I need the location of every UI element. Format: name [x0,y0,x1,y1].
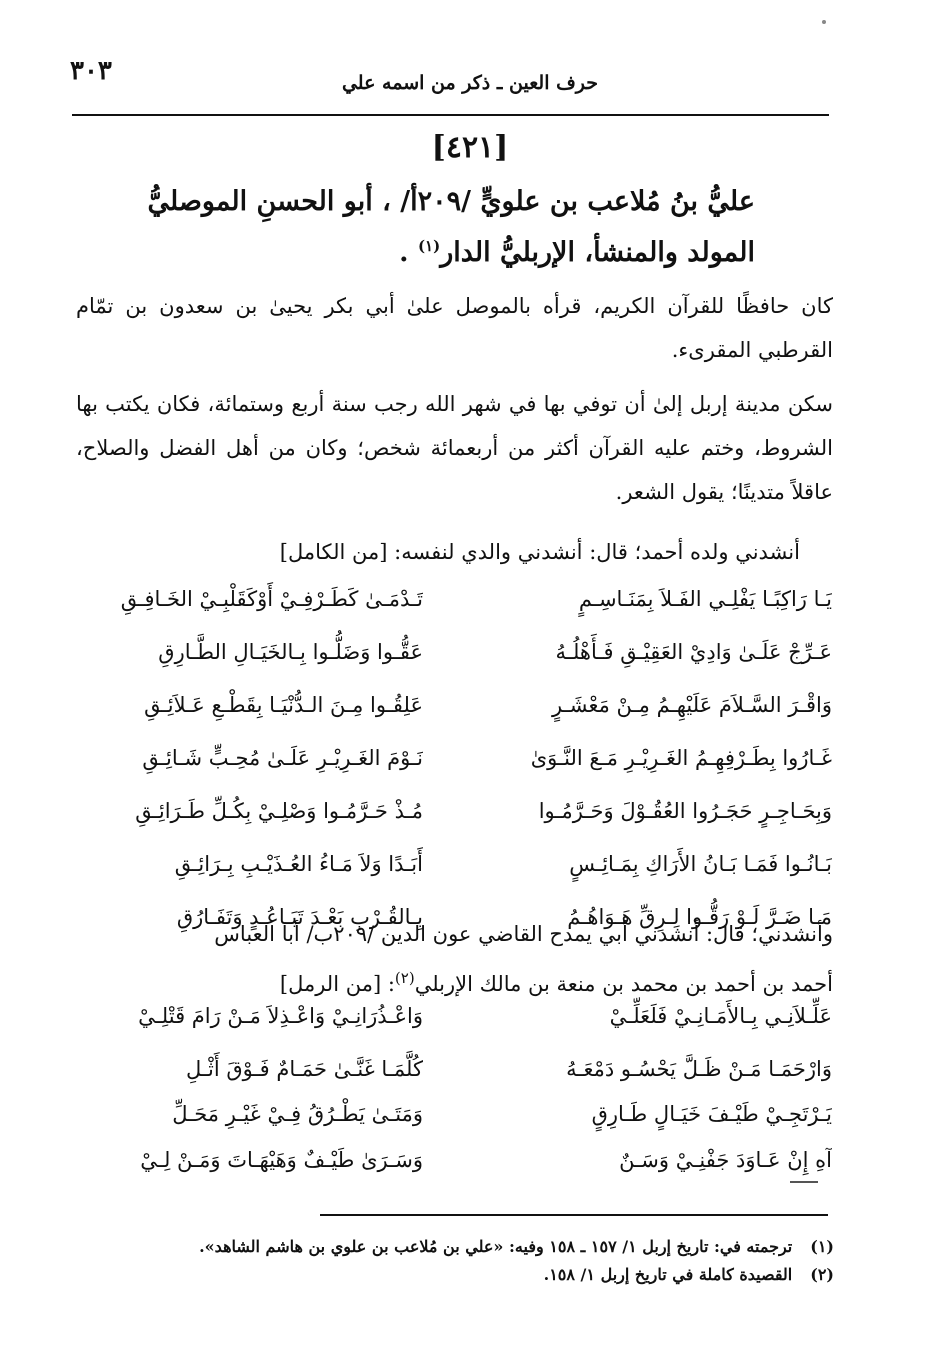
verse-first-hemistich: وَاقْـرَ السَّـلاَمَ عَلَيْهِـمُ مِـنْ مَعْشَـرٍ [552,693,832,717]
verse-second-hemistich: بِـالقُـرْبِ بَعْـدَ تَبَـاعُـدٍ وَتَفَـارُقِ [176,905,423,929]
entry-heading [80,180,755,275]
entry-heading-line-1: عليُّ بنُ مُلاعب بن علويٍّ /٢٠٩أ/ ، أبو الحسنِ الموصليُّ [147,186,755,217]
verse-second-hemistich: تَـدْمَـىٰ كَطَـرْفِـيْ أَوْكَقَلْبِـيْ الخَـافِـقِ [120,587,423,611]
verse-row [78,990,832,1042]
verse-second-hemistich: نَـوْمَ الغَـرِيْـرِ عَلَـىٰ مُحِـبٍّ شَـائِـقِ [142,746,423,770]
verse-row [78,732,832,784]
verse-first-hemistich: مَـا ضَـرَّ لَـوْ رَقُّـوا لِـرِقِّ هَـوَاهُـمُ [567,905,832,929]
paragraph-1 [76,284,833,372]
scan-mark [822,20,826,24]
verse-row [78,838,832,890]
footnote-text: القصيدة كاملة في تاريخ إربل ١/ ١٥٨. [543,1265,793,1284]
footnote-ref-1: (١) [417,237,441,255]
verse-second-hemistich: أَبَـدًا وَلاَ مَـاءُ العُـذَيْـبِ بِـرَائِـقِ [174,852,423,876]
verse-second-hemistich: عَقُّـوا وَضَلُّـوا بِـالخَيَـالِ الطَّـارِقِ [158,640,423,664]
paragraph-text: كان حافظًا للقرآن الكريم، قرأه بالموصل علىٰ أبي بكر يحيىٰ بن سعدون بن تمّام القرطبي المقرىء. [76,294,833,362]
verse-first-hemistich: وَارْحَمَـا مَـنْ ظَـلَّ يَحْسُـو دَمْعَـهُ [566,1057,832,1081]
verse-second-hemistich: كُلَّمَـا غَنَّـىٰ حَمَـامٌ فَـوْقَ أَثْـلِ [185,1057,423,1081]
verse-second-hemistich: وَاعْـذُرَانِـيْ وَاعْـذِلاَ مَـنْ رَامَ قَتْلِـيْ [138,1004,423,1028]
verse-first-hemistich: بَـانُـوا فَمَـا بَـانُ الأَرَاكِ بِمَـائِـسٍ [569,852,832,876]
entry-heading-text: المولد والمنشأ، الإربليُّ الدار [440,237,755,268]
footnote-2 [150,1262,834,1288]
verse-second-hemistich: عَلِقُـوا مِـنَ الـدُّنْيَـا بِقَطْـعِ عَـلاَئِـقِ [144,693,423,717]
verse-first-hemistich: يَـا رَاكِبًـا يَفْلِـي الفَـلاَ بِمَنَـاسِـمٍ [578,587,832,611]
entry-heading-end: . [399,237,409,268]
verse-first-hemistich: عَلِّـلاَنِـي بِـالأَمَـانِـيْ فَلَعَلِّـيْ [609,1004,832,1028]
verse-row [78,679,832,731]
header-rule [72,114,829,116]
poem2-meter: : [من الرمل] [279,972,395,996]
paragraph-2 [76,382,833,514]
footnote-text: ترجمته في: تاريخ إربل ١/ ١٥٧ ـ ١٥٨ وفيه: «علي بن مُلاعب بن علوي بن هاشم الشاهد». [199,1237,793,1256]
paragraph-text: سكن مدينة إربل إلىٰ أن توفي بها في شهر الله رجب سنة أربع وستمائة، فكان يكتب بها الشروط، وختم عليه القرآن أكثر من أربعمائة شخص؛ وكان من أهل الفضل والصلاح، عاقلاً متدينًا؛ يقول الشعر. [76,392,833,504]
footnote-rule [320,1214,828,1216]
verse-first-hemistich: يَـرْتَجِـيْ طَيْـفَ خَيَـالٍ طَـارِقٍ [591,1102,832,1126]
verse-row [78,1134,832,1186]
verse-second-hemistich: مُـذْ حَـرَّمُـوا وَصْلِـيْ بِكُـلِّ طَـرَائِـقِ [135,799,423,823]
verse-first-hemistich: عَـرِّجْ عَلَـىٰ وَادِيْ العَقِيْـقِ فَـأَهْلُـهُ [555,640,832,664]
page-number: ٣٠٣ [70,56,112,86]
running-header-title: حرف العين ـ ذكر من اسمه علي [341,72,599,94]
verse-second-hemistich: وَمَتَـىٰ يَطْـرُقُ فِـيْ غَيْـرِ مَحَـلِّ [172,1102,423,1126]
verse-first-hemistich: وَبِحَـاجِـرٍ حَجَـرُوا العُقُـوْلَ وَحَـرَّمُـوا [538,799,832,823]
verse-first-hemistich: غَـارُوا بِطَـرْفِهِـمُ الغَـرِيْـرِ مَـعَ النَّـوَىٰ [530,746,832,770]
poem2-intro-line-1: وأنشدني؛ قال: أنشدني أبي يمدح القاضي عون الدين /٢٠٩ب/ أبا العباس [214,922,833,946]
footnote-number: (١) [810,1237,834,1256]
verse-row [78,573,832,625]
footnote-1 [150,1234,834,1260]
footnote-ref-2: (٢) [394,969,415,987]
poem1-intro: أنشدني ولده أحمد؛ قال: أنشدني والدي لنفسه: [من الكامل] [279,540,800,564]
verse-row [78,785,832,837]
footnote-number: (٢) [810,1265,834,1284]
verse-row [78,626,832,678]
poem2-intro-text: أحمد بن أحمد بن محمد بن منعة بن مالك الإربلي [414,972,833,996]
verse-second-hemistich: وَسَـرَىٰ طَيْـفٌ وَهَيْهَـاتَ وَمَـنْ لِـيْ [140,1148,423,1172]
verse-row [78,1088,832,1140]
poem-end-mark [790,1181,818,1183]
entry-number: [٤٢١] [431,130,509,165]
verse-first-hemistich: آهِ إِنْ عَـاوَدَ جَفْنِـيْ وَسَـنٌ [619,1148,832,1172]
entry-heading-line-2 [80,224,755,275]
